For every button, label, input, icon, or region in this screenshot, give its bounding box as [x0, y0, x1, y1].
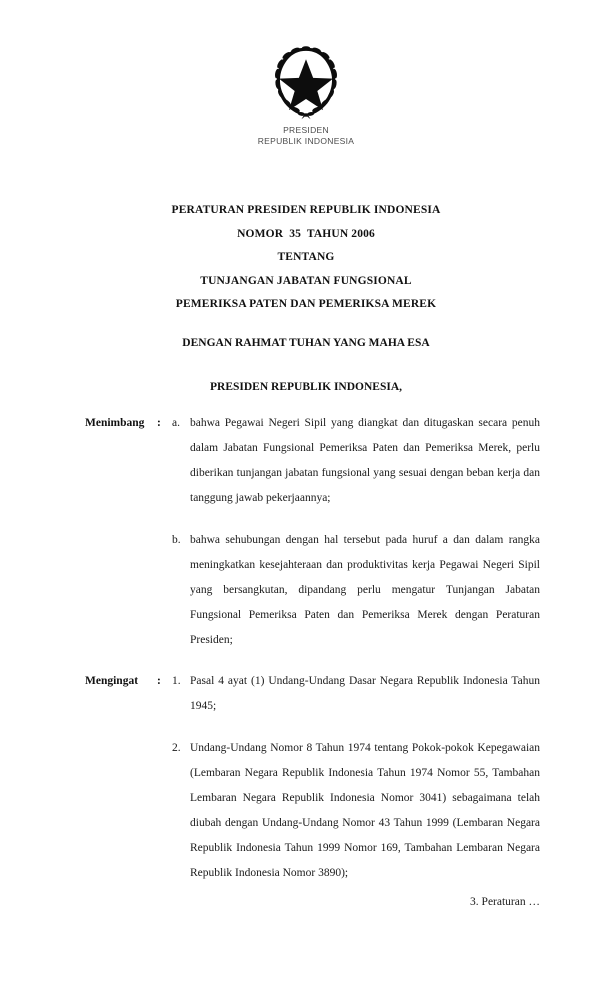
enactment-blessing: DENGAN RAHMAT TUHAN YANG MAHA ESA [182, 337, 430, 349]
title-line-subject-2: PEMERIKSA PATEN DAN PEMERIKSA MEREK [175, 298, 437, 310]
list-item-marker: b. [172, 534, 181, 546]
list-item-text: bahwa Pegawai Negeri Sipil yang diangkat dan ditugaskan secara penuh dalam Jabatan Fungsional Pemeriksa Paten dan Pemeriksa Merek, perlu diberikan tunjangan jabatan fungsional yang sesuai dengan beban kerja dan tanggung jawab pekerjaannya; [190, 417, 540, 504]
list-item-text: Pasal 4 ayat (1) Undang-Undang Dasar Negara Republik Indonesia Tahun 1945; [190, 675, 540, 712]
emblem-caption [0, 125, 612, 147]
section-label-mengingat: Mengingat [85, 675, 139, 687]
list-item [172, 736, 540, 886]
list-item-marker: 1. [172, 675, 181, 687]
list-item-text: bahwa sehubungan dengan hal tersebut pada huruf a dan dalam rangka meningkatkan kesejahteraan dan produktivitas kerja Pegawai Negeri Sipil yang bersangkutan, dipandang perlu mengatur Tunjangan Jabatan Fungsional Pemeriksa Paten dan Pemeriksa Merek dengan Peraturan Presiden; [190, 534, 540, 646]
list-item-marker: a. [172, 417, 180, 429]
title-line-tentang: TENTANG [277, 251, 335, 263]
continuation-marker: 3. Peraturan … [470, 896, 540, 908]
emblem-caption-line-2: REPUBLIK INDONESIA [257, 136, 355, 146]
indonesian-presidential-star-wreath-emblem [268, 42, 344, 122]
enactment-block [0, 332, 612, 399]
enactment-authority: PRESIDEN REPUBLIK INDONESIA, [209, 380, 403, 393]
section-items-mengingat [172, 669, 540, 886]
list-item-text: Undang-Undang Nomor 8 Tahun 1974 tentang Pokok-pokok Kepegawaian (Lembaran Negara Republik Indonesia Tahun 1974 Nomor 55, Tambahan Lembaran Negara Republik Indonesia Nomor 3041) sebagaimana telah diubah dengan Undang-Undang Nomor 43 Tahun 1999 (Lembaran Negara Republik Indonesia Tahun 1999 Nomor 169, Tambahan Lembaran Negara Republik Indonesia Nomor 3890); [190, 742, 540, 879]
section-menimbang [0, 411, 612, 653]
page-footer [0, 890, 612, 915]
list-item [172, 669, 540, 719]
section-mengingat [0, 669, 612, 886]
enactment-spacer [0, 356, 612, 376]
list-item [172, 528, 540, 653]
title-line-number-year: NOMOR 35 TAHUN 2006 [237, 227, 375, 240]
title-line-subject-1: TUNJANGAN JABATAN FUNGSIONAL [200, 274, 412, 287]
list-item-marker: 2. [172, 742, 181, 754]
section-colon-menimbang: : [157, 417, 161, 429]
list-item [172, 411, 540, 511]
emblem-block [0, 42, 612, 147]
emblem-caption-line-1: PRESIDEN [283, 125, 329, 135]
document-body [0, 411, 612, 886]
section-items-menimbang [172, 411, 540, 653]
section-colon-mengingat: : [157, 675, 161, 687]
title-line-regulation-type: PERATURAN PRESIDEN REPUBLIK INDONESIA [171, 204, 441, 216]
section-label-menimbang: Menimbang [85, 417, 145, 429]
document-title-block [0, 199, 612, 317]
